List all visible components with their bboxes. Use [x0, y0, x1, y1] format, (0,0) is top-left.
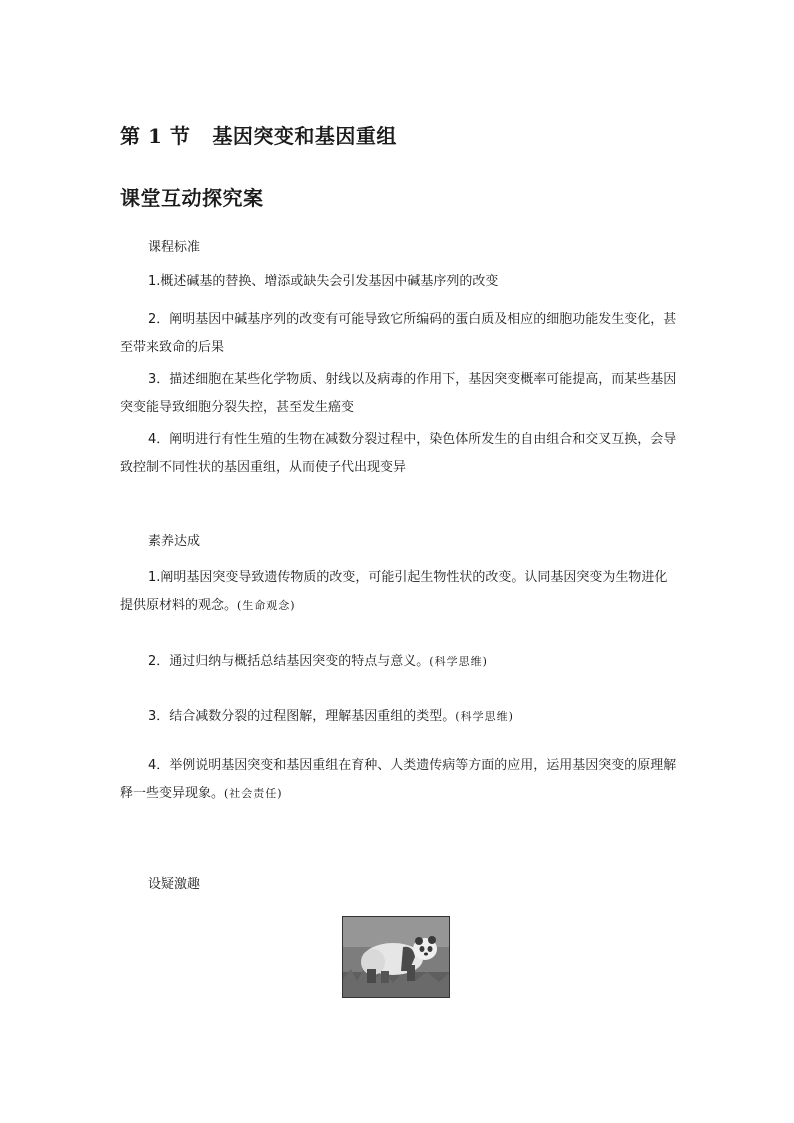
standard-item-1: 1.概述碱基的替换、增添或缺失会引发基因中碱基序列的改变: [148, 274, 499, 289]
literacy-tag: (社会责任): [224, 787, 283, 800]
literacy-item-4: 4．举例说明基因突变和基因重组在育种、人类遗传病等方面的应用，运用基因突变的原理解释一些变异现象。(社会责任): [120, 758, 677, 801]
panda-photo: [342, 916, 450, 998]
standard-item-3: 3．描述细胞在某些化学物质、射线以及病毒的作用下，基因突变概率可能提高，而某些基因突变能导致细胞分裂失控，甚至发生癌变: [120, 372, 677, 415]
literacy-item-3: 3．结合减数分裂的过程图解，理解基因重组的类型。(科学思维): [148, 709, 514, 724]
literacy-tag: (科学思维): [429, 655, 488, 668]
chapter-name: 基因突变和基因重组: [212, 124, 397, 148]
chapter-title: [120, 120, 397, 149]
literacy-tag: (科学思维): [455, 710, 514, 723]
literacy-item-1: 1.阐明基因突变导致遗传物质的改变，可能引起生物性状的改变。认同基因突变为生物进化提供原材料的观念。(生命观念): [120, 570, 668, 613]
standard-item-4: 4．阐明进行有性生殖的生物在减数分裂过程中，染色体所发生的自由组合和交叉互换，会导致控制不同性状的基因重组，从而使子代出现变异: [120, 432, 677, 475]
section-title: 课堂互动探究案: [120, 186, 264, 210]
literacy-heading: 素养达成: [148, 534, 201, 549]
chapter-number: 第 1 节: [120, 124, 191, 148]
literacy-item-2: 2．通过归纳与概括总结基因突变的特点与意义。(科学思维): [148, 654, 488, 669]
standard-item-2: 2．阐明基因中碱基序列的改变有可能导致它所编码的蛋白质及相应的细胞功能发生变化，甚至带来致命的后果: [120, 312, 677, 355]
intro-heading: 设疑激趣: [148, 877, 201, 892]
standards-heading: 课程标准: [148, 240, 201, 255]
literacy-tag: (生命观念): [237, 599, 296, 612]
panda-image: [343, 917, 449, 997]
